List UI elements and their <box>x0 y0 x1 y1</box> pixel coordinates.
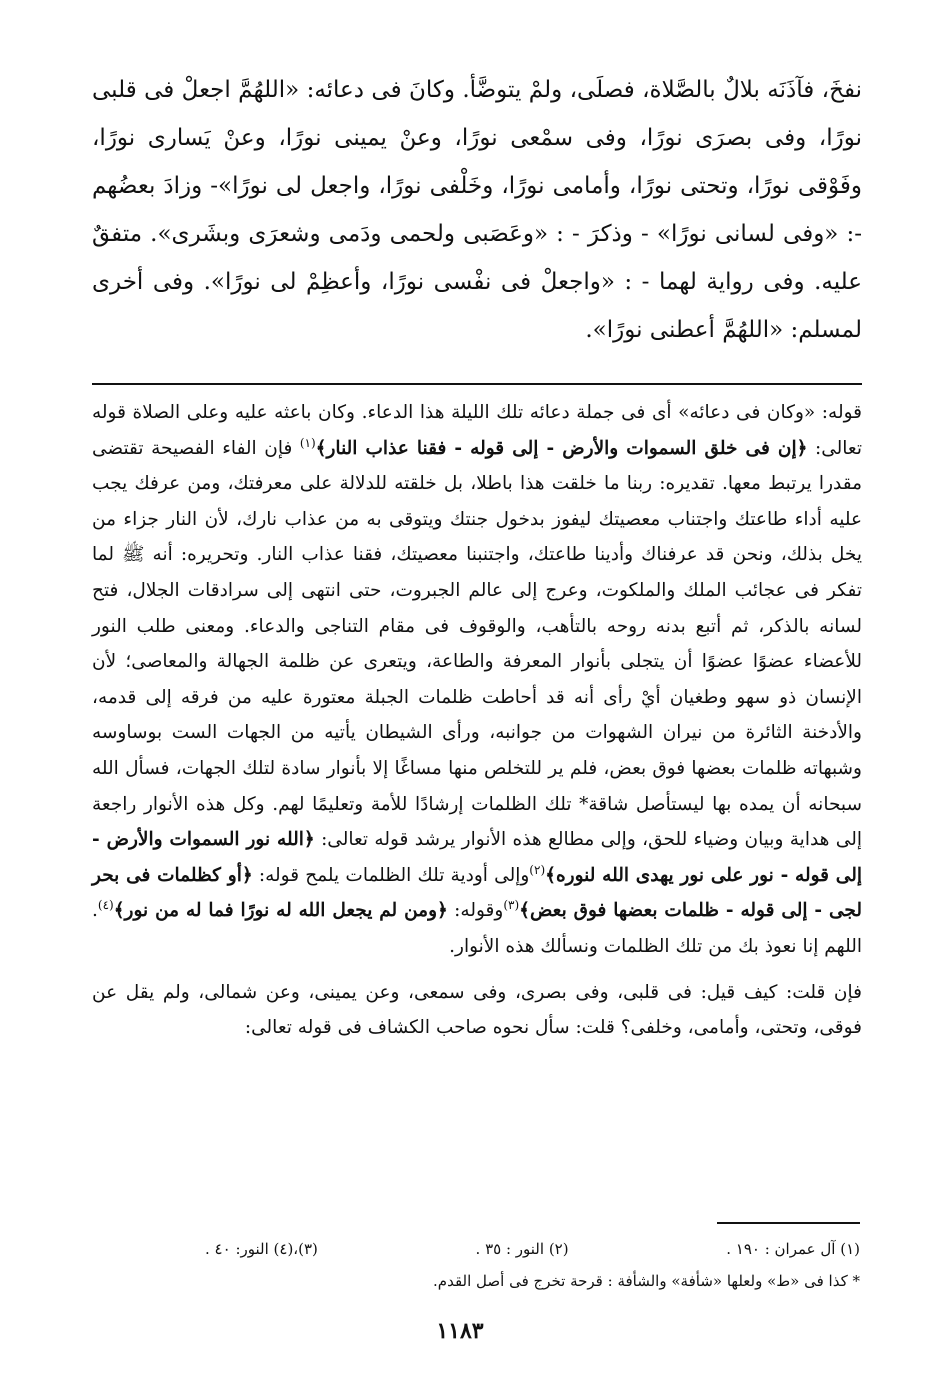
section-divider <box>92 383 862 385</box>
footnote-ref-4: (٤) <box>97 898 114 913</box>
commentary-text: . اللهم إنا نعوذ بك من تلك الظلمات ونسألك هذه الأنوار. <box>92 900 862 957</box>
hadith-text <box>92 66 862 354</box>
page-number: ١١٨٣ <box>436 1318 484 1344</box>
quran-verse-4: ﴿ومن لم يجعل الله له نورًا فما له من نور﴾ <box>113 900 448 922</box>
footnote-star-note: * كذا فى «ط» ولعلها «شأفة» والشأفة : قرحة تخرج فى أصل القدم. <box>433 1272 860 1290</box>
hadith-paragraph: نفخَ، فآذَنَه بلالٌ بالصَّلاة، فصلَى، ولمْ يتوضَّأ. وكانَ فى دعائه: «اللهُمَّ اجعلْ فى قلبى نورًا، وفى بصرَى نورًا، وفى سمْعى نورًا، وعنْ يمينى نورًا، وعنْ يَسارى نورًا، وفَوْقى نورًا، وتحتى نورًا، وأمامى نورًا، وخَلْفى نورًا، واجعل لى نورًا»- وزادَ بعضُهم -: «وفى لسانى نورًا» - وذكرَ - : «وعَصَبى ولحمى ودَمى وشعرَى وبشَرى». متفقٌ عليه. وفى رواية لهما - : «واجعلْ فى نفْسى نورًا، وأعظِمْ لى نورًا». وفى أخرى لمسلم: «اللهُمَّ أعطنى نورًا». <box>92 77 862 343</box>
quran-verse-1: ﴿إن فى خلق السموات والأرض - إلى قوله - فقنا عذاب النار﴾ <box>315 437 808 459</box>
quran-verse-2: ﴿الله نور السموات والأرض - إلى قوله - نور على نور يهدى الله لنوره﴾ <box>92 829 862 886</box>
commentary-section <box>92 395 862 1046</box>
footnote-3-4: (٣)،(٤) النور: ٤٠ . <box>205 1240 318 1258</box>
footnotes <box>205 1236 860 1294</box>
footnote-divider <box>717 1222 860 1224</box>
commentary-text: فإن الفاء الفصيحة تقتضى مقدرا يرتبط معها. تقديره: ربنا ما خلقت هذا باطلا، بل خلقته للدلالة على معرفتك، ومن عرفك يجب عليه أداء طاعتك واجتناب معصيتك ليفوز بدخول جنتك ويتوقى به من عذاب نارك، لأن النار جزاء من يخل بذلك، ونحن قد عرفناك وأدينا طاعتك، واجتنبنا معصيتك، فقنا عذاب النار. وتحريره: أنه ﷺ لما تفكر فى عجائب الملك والملكوت، وعرج إلى عالم الجبروت، حتى انتهى إلى سرادقات الجلال، فتح لسانه بالذكر، ثم أتبع بدنه روحه بالتأهب، والوقوف فى مقام التناجى والدعاء. ومعنى طلب النور للأعضاء عضوًا عضوًا أن يتجلى بأنوار المعرفة والطاعة، ويتعرى عن ظلمة الجهالة والمعاصى؛ لأن الإنسان ذو سهو وطغيان أيْ رأى أنه قد أحاطت ظلمات الجبلة معتورة عليه من فرقه إلى قدمه، والأدخنة الثائرة من نيران الشهوات من جوانبه، ورأى الشيطان يأتيه من الجهات الست بوساوسه وشبهاته ظلمات بعضها فوق بعض، فلم ير للتخلص منها مساغًا إلا بأنوار سادة لتلك الجهات، فسأل الله سبحانه أن يمده بها ليستأصل شاقة* تلك الظلمات إرشادًا للأمة وتعليمًا لهم. وكل هذه الأنوار راجعة إلى هداية وبيان وضياء للحق، وإلى مطالع هذه الأنوار يرشد قوله تعالى: <box>92 437 862 851</box>
commentary-paragraph-2: فإن قلت: كيف قيل: فى قلبى، وفى بصرى، وفى سمعى، وعن يمينى، وعن شمالى، ولم يقل عن فوقى، وتحتى، وأمامى، وخلفى؟ قلت: سأل نحوه صاحب الكشاف فى قوله تعالى: <box>92 981 862 1039</box>
footnote-2: (٢) النور : ٣٥ . <box>475 1240 569 1258</box>
footnote-1: (١) آل عمران : ١٩٠ . <box>726 1240 860 1258</box>
footnote-ref-3: (٣) <box>503 898 520 913</box>
footnote-ref-2: (٢) <box>529 862 546 877</box>
commentary-paragraph-1 <box>92 395 862 965</box>
commentary-text: قوله: «وكان فى دعائه» أى فى جملة دعائه تلك الليلة هذا الدعاء. وكان باعثه عليه وعلى الصلاة قوله تعالى: <box>92 402 862 459</box>
quran-verse-3: ﴿أو كظلمات فى بحر لجى - إلى قوله - ظلمات بعضها فوق بعض﴾ <box>92 864 862 922</box>
commentary-text: وإلى أودية تلك الظلمات يلمح قوله: <box>252 864 530 886</box>
footnote-ref-1: (١) <box>299 435 316 450</box>
commentary-text: وقوله: <box>447 900 504 922</box>
footnote-row <box>205 1236 860 1262</box>
